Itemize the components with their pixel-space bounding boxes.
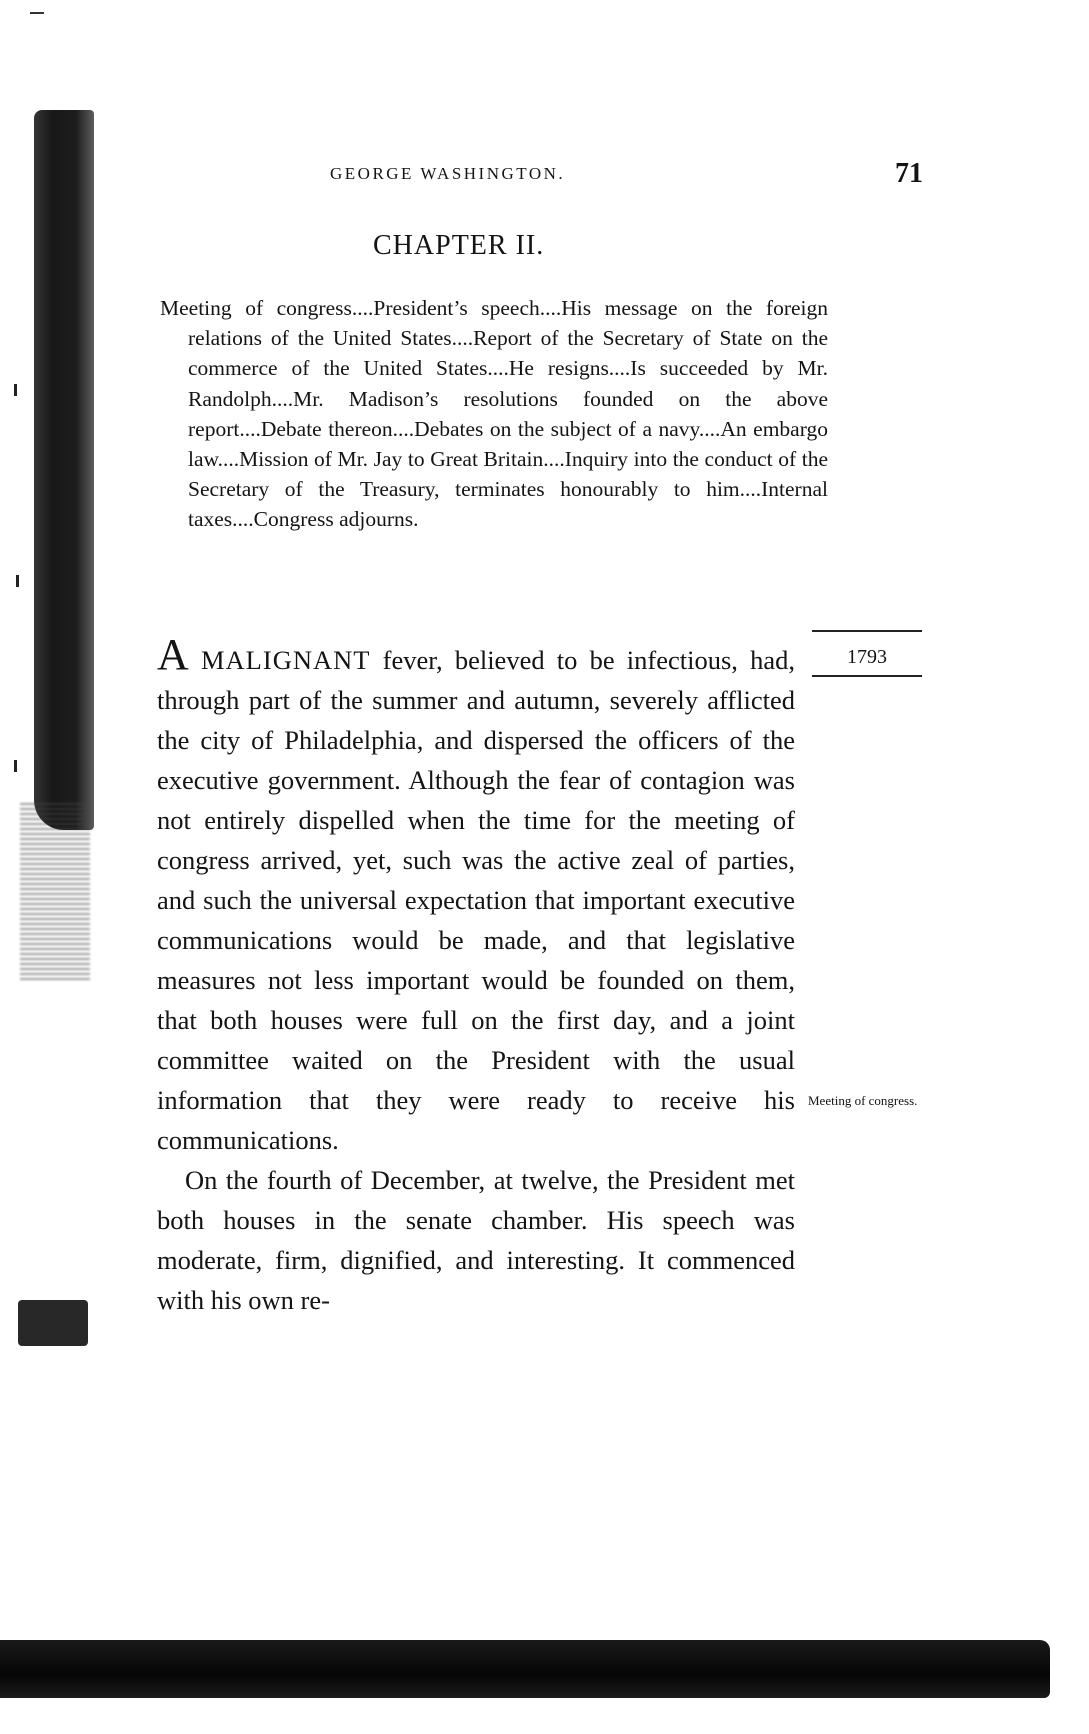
drop-cap: A [157, 630, 189, 679]
scan-mark [30, 12, 44, 14]
chapter-synopsis: Meeting of congress....President’s speech....His message on the foreign relations of the United States....Report of the Secretary of State on the commerce of the United States....He resigns....Is succeeded by Mr. Randolph....Mr. Madison’s resolutions founded on the above report....Debate thereon....Debates on the subject of a navy....An embargo law....Mission of Mr. Jay to Great Britain....Inquiry into the conduct of the Secretary of the Treasury, terminates honourably to him....Internal taxes....Congress adjourns. [160, 296, 828, 532]
body-text [157, 630, 795, 1320]
paragraph-2: On the fourth of December, at twelve, the President met both houses in the senate chamber. His speech was moderate, firm, dignified, and interesting. It commenced with his own re- [157, 1165, 795, 1315]
scan-edge-shadow [34, 110, 94, 830]
scan-mark [14, 760, 17, 772]
chapter-title: CHAPTER II. [373, 230, 545, 261]
opening-word: MALIGNANT [200, 645, 371, 675]
paragraph-1-text: fever, believed to be infectious, had, through part of the summer and autumn, severely afflicted the city of Philadelphia, and dispersed the officers of the executive government. Although the fear of contagion was not entirely dispelled when the time for the meeting of congress arrived, yet, such was the active zeal of parties, and such the universal expectation that important executive communications would be made, and that legislative measures not less important would be founded on them, that both houses were full on the first day, and a joint committee waited on the President with the usual information that they were ready to receive his communications. [157, 645, 795, 1155]
paragraph-1 [157, 630, 795, 1160]
margin-side-note: Meeting of congress. [808, 1093, 918, 1108]
scan-edge-blot [18, 1300, 88, 1346]
scan-mark [14, 384, 17, 396]
margin-year: 1793 [812, 630, 922, 677]
running-head: GEORGE WASHINGTON. [330, 164, 566, 183]
scan-mark [16, 575, 19, 587]
scan-bottom-shadow [0, 1640, 1050, 1698]
page-number: 71 [895, 158, 923, 189]
